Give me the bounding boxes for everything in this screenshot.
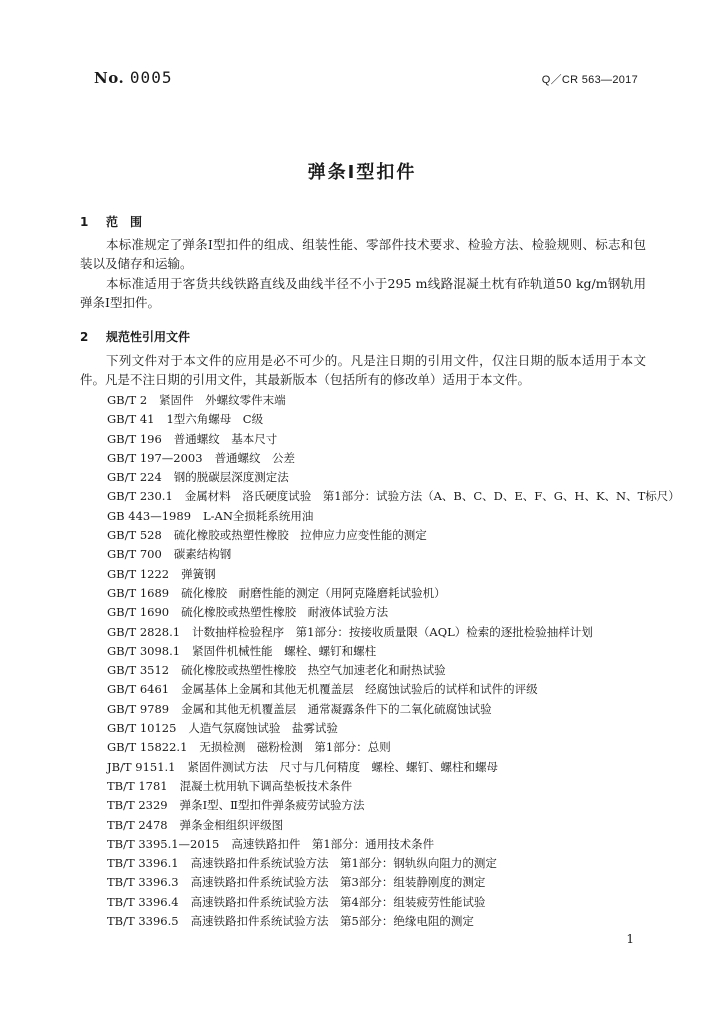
reference-title: 硫化橡胶或热塑性橡胶 耐液体试验方法 (181, 605, 389, 620)
reference-code: GB/T 528 (107, 528, 162, 543)
reference-code: GB/T 3512 (107, 663, 170, 678)
reference-item (107, 507, 680, 526)
reference-title: 计数抽样检验程序 第1部分：按接收质量限（AQL）检索的逐批检验抽样计划 (192, 624, 593, 639)
reference-item (107, 623, 680, 642)
reference-code: JB/T 9151.1 (107, 759, 176, 774)
reference-title: 无损检测 磁粉检测 第1部分：总则 (199, 740, 391, 755)
reference-code: TB/T 2478 (107, 817, 168, 832)
reference-item (107, 565, 680, 584)
reference-item (107, 584, 680, 603)
reference-code: GB/T 230.1 (107, 489, 173, 504)
section-1-heading (80, 213, 142, 230)
reference-title: 普通螺纹 基本尺寸 (173, 431, 278, 446)
reference-title: 高速铁路扣件系统试验方法 第1部分：钢轨纵向阻力的测定 (190, 856, 497, 871)
reference-title: 高速铁路扣件系统试验方法 第5部分：绝缘电阻的测定 (190, 914, 474, 929)
reference-code: GB/T 700 (107, 547, 162, 562)
reference-code: TB/T 3396.1 (107, 856, 179, 871)
reference-title: 碳素结构钢 (173, 547, 232, 562)
reference-code: GB/T 224 (107, 470, 162, 485)
reference-code: GB/T 1222 (107, 566, 170, 581)
reference-item (107, 661, 680, 680)
reference-item (107, 680, 680, 699)
reference-list (107, 391, 680, 931)
reference-title: 紧固件机械性能 螺栓、螺钉和螺柱 (192, 643, 377, 658)
reference-item (107, 738, 680, 757)
reference-title: 普通螺纹 公差 (214, 450, 296, 465)
reference-code: TB/T 2329 (107, 798, 168, 813)
reference-title: 硫化橡胶或热塑性橡胶 热空气加速老化和耐热试验 (181, 663, 446, 678)
reference-code: GB/T 9789 (107, 701, 170, 716)
reference-item (107, 526, 680, 545)
reference-item (107, 873, 680, 892)
reference-code: TB/T 1781 (107, 778, 168, 793)
reference-code: GB/T 197—2003 (107, 450, 203, 465)
reference-title: 高速铁路扣件系统试验方法 第3部分：组装静刚度的测定 (190, 875, 486, 890)
section-title: 范 围 (106, 215, 143, 229)
section-title: 规范性引用文件 (106, 330, 191, 344)
reference-item (107, 545, 680, 564)
reference-code: GB 443—1989 (107, 508, 192, 523)
section-2-heading (80, 328, 190, 345)
standard-code: Q／CR 563—2017 (541, 74, 638, 86)
reference-title: 1型六角螺母 C级 (166, 412, 264, 427)
reference-title: 人造气氛腐蚀试验 盐雾试验 (188, 721, 338, 736)
reference-code: GB/T 15822.1 (107, 740, 188, 755)
section-2-paragraph-1: 下列文件对于本文件的应用是必不可少的。凡是注日期的引用文件，仅注日期的版本适用于本文件。凡是不注日期的引用文件，其最新版本（包括所有的修改单）适用于本文件。 (80, 353, 646, 387)
reference-code: GB/T 196 (107, 431, 162, 446)
reference-code: GB/T 2 (107, 393, 148, 407)
reference-title: 弹条Ⅰ型、Ⅱ型扣件弹条疲劳试验方法 (179, 798, 365, 813)
section-1-paragraph-1: 本标准规定了弹条Ⅰ型扣件的组成、组装性能、零部件技术要求、检验方法、检验规则、标志和包装以及储存和运输。 (80, 237, 646, 271)
reference-code: GB/T 1690 (107, 605, 170, 620)
reference-code: GB/T 1689 (107, 585, 170, 600)
reference-code: TB/T 3396.3 (107, 875, 179, 890)
document-number-label: No. (94, 69, 125, 87)
reference-item (107, 816, 680, 835)
reference-item (107, 835, 680, 854)
reference-title: 硫化橡胶 耐磨性能的测定（用阿克隆磨耗试验机） (181, 585, 446, 600)
page-title: 弹条Ⅰ型扣件 (307, 162, 417, 183)
reference-code: GB/T 41 (107, 412, 155, 427)
reference-item (107, 758, 680, 777)
reference-item (107, 642, 680, 661)
reference-title: 金属基体上金属和其他无机覆盖层 经腐蚀试验后的试样和试件的评级 (181, 682, 538, 697)
reference-item (107, 487, 680, 506)
reference-item (107, 603, 680, 622)
reference-title: 混凝土枕用轨下调高垫板技术条件 (179, 778, 353, 793)
reference-item (107, 796, 680, 815)
reference-title: L-AN全损耗系统用油 (203, 508, 314, 523)
section-1-paragraph-2: 本标准适用于客货共线铁路直线及曲线半径不小于295 m线路混凝土枕有砟轨道50 kg/m钢轨用弹条Ⅰ型扣件。 (80, 276, 646, 310)
reference-code: TB/T 3396.4 (107, 894, 179, 909)
reference-code: GB/T 10125 (107, 721, 177, 736)
reference-title: 高速铁路扣件 第1部分：通用技术条件 (231, 836, 435, 851)
reference-title: 弹簧钢 (181, 566, 216, 581)
reference-item (107, 777, 680, 796)
reference-item (107, 700, 680, 719)
reference-item (107, 912, 680, 931)
reference-code: TB/T 3396.5 (107, 914, 179, 929)
reference-item (107, 854, 680, 873)
page-number: 1 (626, 932, 634, 946)
reference-title: 紧固件测试方法 尺寸与几何精度 螺栓、螺钉、螺柱和螺母 (187, 759, 499, 774)
reference-title: 弹条金相组织评级图 (179, 817, 284, 832)
reference-code: TB/T 3395.1—2015 (107, 836, 220, 851)
reference-title: 硫化橡胶或热塑性橡胶 拉伸应力应变性能的测定 (173, 528, 427, 543)
document-number-value: 0005 (129, 68, 173, 87)
reference-title: 金属和其他无机覆盖层 通常凝露条件下的二氧化硫腐蚀试验 (181, 701, 492, 716)
reference-title: 高速铁路扣件系统试验方法 第4部分：组装疲劳性能试验 (190, 894, 486, 909)
reference-item (107, 391, 680, 410)
reference-item (107, 719, 680, 738)
reference-item (107, 430, 680, 449)
reference-item (107, 468, 680, 487)
reference-item (107, 410, 680, 429)
reference-code: GB/T 6461 (107, 682, 170, 697)
document-number (94, 68, 172, 87)
reference-title: 紧固件 外螺纹零件末端 (159, 393, 286, 407)
reference-code: GB/T 2828.1 (107, 624, 181, 639)
reference-item (107, 449, 680, 468)
reference-code: GB/T 3098.1 (107, 643, 181, 658)
reference-title: 钢的脱碳层深度测定法 (173, 470, 289, 485)
section-number: 2 (80, 330, 89, 344)
section-number: 1 (80, 215, 89, 229)
reference-item (107, 893, 680, 912)
reference-title: 金属材料 洛氏硬度试验 第1部分：试验方法（A、B、C、D、E、F、G、H、K、N、T标尺） (184, 489, 680, 504)
